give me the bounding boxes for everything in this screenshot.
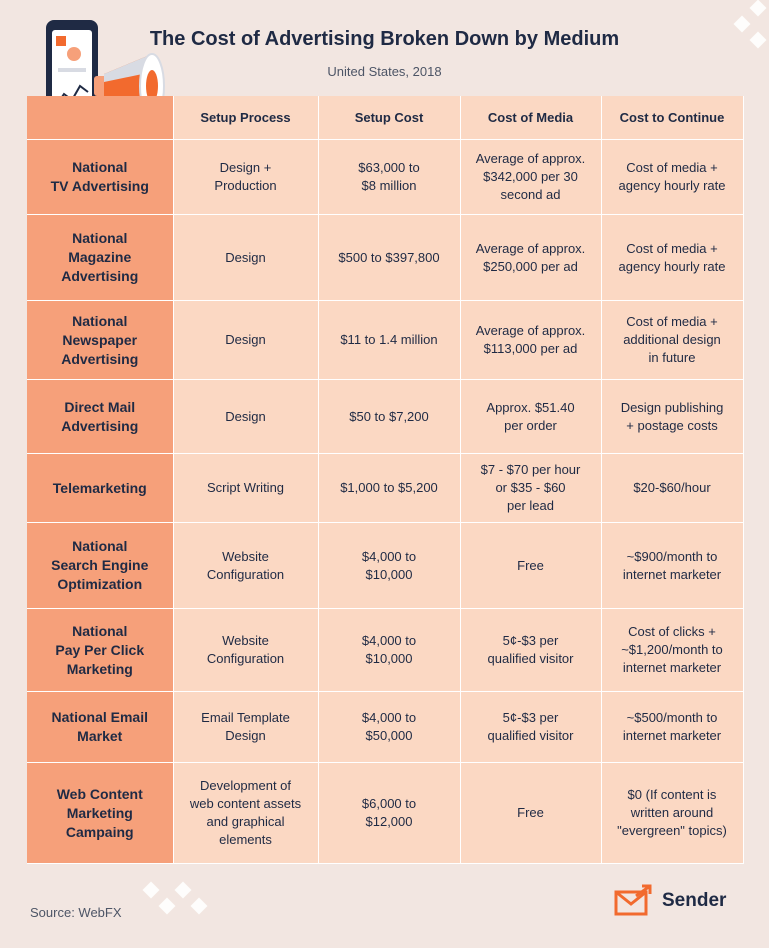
column-header-setup-process: Setup Process bbox=[173, 96, 318, 140]
row-medium: National Email Market bbox=[27, 692, 173, 763]
table-row bbox=[27, 380, 743, 454]
row-medium: National Pay Per Click Marketing bbox=[27, 609, 173, 692]
row-setup-process: Development of web content assets and graphical elements bbox=[173, 763, 318, 864]
row-setup-process: Website Configuration bbox=[173, 609, 318, 692]
source-note: Source: WebFX bbox=[30, 905, 122, 920]
row-cost-of-media: Free bbox=[460, 523, 601, 609]
row-cost-to-continue: Design publishing + postage costs bbox=[601, 380, 743, 454]
row-cost-to-continue: ~$900/month to internet marketer bbox=[601, 523, 743, 609]
row-setup-cost: $11 to 1.4 million bbox=[318, 301, 460, 380]
table-header-row bbox=[27, 96, 743, 140]
decor-diamond bbox=[191, 898, 208, 915]
row-cost-of-media: $7 - $70 per hour or $35 - $60 per lead bbox=[460, 454, 601, 523]
sender-logo-icon bbox=[614, 884, 654, 918]
table-row bbox=[27, 454, 743, 523]
row-setup-cost: $1,000 to $5,200 bbox=[318, 454, 460, 523]
cost-table bbox=[27, 96, 744, 864]
row-cost-to-continue: Cost of clicks + ~$1,200/month to internet marketer bbox=[601, 609, 743, 692]
row-medium: National Magazine Advertising bbox=[27, 215, 173, 301]
row-setup-cost: $4,000 to $10,000 bbox=[318, 609, 460, 692]
decor-diamond bbox=[750, 0, 767, 16]
row-cost-to-continue: $20-$60/hour bbox=[601, 454, 743, 523]
row-cost-of-media: 5¢-$3 per qualified visitor bbox=[460, 609, 601, 692]
row-setup-process: Design + Production bbox=[173, 140, 318, 215]
row-cost-of-media: Free bbox=[460, 763, 601, 864]
row-cost-to-continue: Cost of media + agency hourly rate bbox=[601, 140, 743, 215]
column-header-cost-to-continue: Cost to Continue bbox=[601, 96, 743, 140]
table-row bbox=[27, 523, 743, 609]
row-setup-cost: $63,000 to $8 million bbox=[318, 140, 460, 215]
table-row bbox=[27, 609, 743, 692]
row-setup-process: Design bbox=[173, 215, 318, 301]
row-cost-of-media: Average of approx. $113,000 per ad bbox=[460, 301, 601, 380]
row-setup-cost: $6,000 to $12,000 bbox=[318, 763, 460, 864]
row-medium: National TV Advertising bbox=[27, 140, 173, 215]
row-cost-of-media: Approx. $51.40 per order bbox=[460, 380, 601, 454]
page-title: The Cost of Advertising Broken Down by Medium bbox=[149, 28, 620, 50]
row-medium: National Newspaper Advertising bbox=[27, 301, 173, 380]
brand-name: Sender bbox=[662, 890, 727, 911]
row-cost-to-continue: ~$500/month to internet marketer bbox=[601, 692, 743, 763]
table-row bbox=[27, 692, 743, 763]
row-setup-cost: $500 to $397,800 bbox=[318, 215, 460, 301]
table-row bbox=[27, 763, 743, 864]
decor-diamond bbox=[159, 898, 176, 915]
brand-logo bbox=[614, 884, 726, 918]
row-setup-process: Email Template Design bbox=[173, 692, 318, 763]
column-header-cost-of-media: Cost of Media bbox=[460, 96, 601, 140]
decor-diamond bbox=[143, 882, 160, 899]
row-cost-to-continue: $0 (If content is written around "evergreen" topics) bbox=[601, 763, 743, 864]
table-row bbox=[27, 215, 743, 301]
row-cost-of-media: Average of approx. $342,000 per 30 second ad bbox=[460, 140, 601, 215]
row-cost-of-media: 5¢-$3 per qualified visitor bbox=[460, 692, 601, 763]
row-medium: Web Content Marketing Campaing bbox=[27, 763, 173, 864]
row-setup-process: Design bbox=[173, 301, 318, 380]
page-subtitle: United States, 2018 bbox=[327, 64, 442, 79]
table-row bbox=[27, 301, 743, 380]
row-setup-process: Design bbox=[173, 380, 318, 454]
row-medium: National Search Engine Optimization bbox=[27, 523, 173, 609]
row-cost-to-continue: Cost of media + agency hourly rate bbox=[601, 215, 743, 301]
row-setup-cost: $50 to $7,200 bbox=[318, 380, 460, 454]
row-setup-cost: $4,000 to $50,000 bbox=[318, 692, 460, 763]
row-cost-of-media: Average of approx. $250,000 per ad bbox=[460, 215, 601, 301]
row-medium: Telemarketing bbox=[27, 454, 173, 523]
table-row bbox=[27, 140, 743, 215]
row-setup-cost: $4,000 to $10,000 bbox=[318, 523, 460, 609]
column-header-setup-cost: Setup Cost bbox=[318, 96, 460, 140]
decor-diamond bbox=[175, 882, 192, 899]
row-cost-to-continue: Cost of media + additional design in future bbox=[601, 301, 743, 380]
header-corner-cell bbox=[27, 96, 173, 140]
row-medium: Direct Mail Advertising bbox=[27, 380, 173, 454]
row-setup-process: Script Writing bbox=[173, 454, 318, 523]
row-setup-process: Website Configuration bbox=[173, 523, 318, 609]
